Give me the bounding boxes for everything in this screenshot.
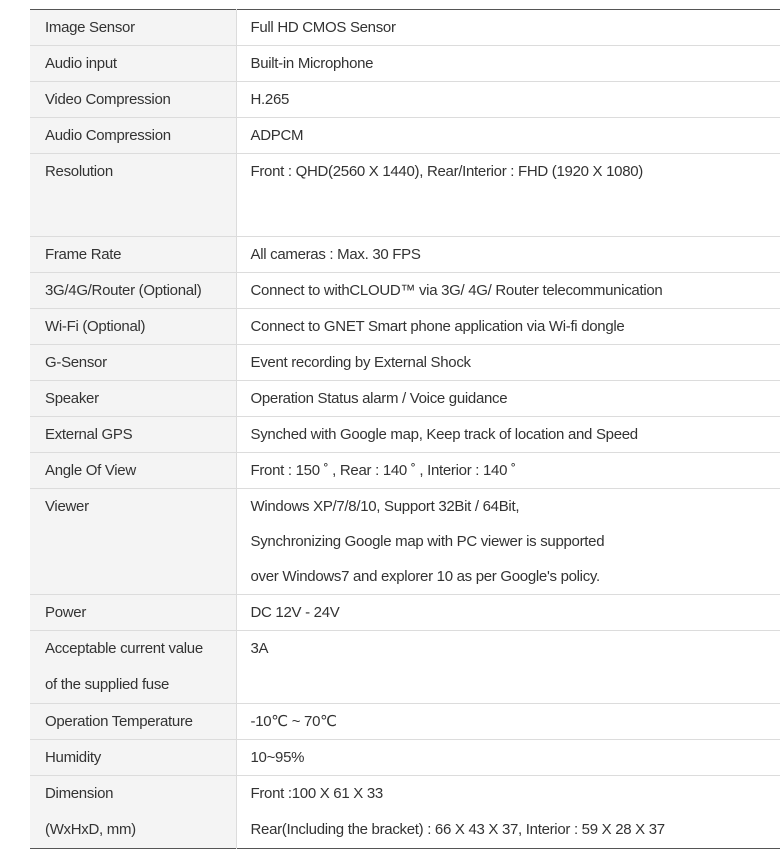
spec-label: Wi-Fi (Optional) xyxy=(45,318,146,335)
spec-value-cell xyxy=(236,237,780,273)
spec-label: Dimension xyxy=(45,785,114,802)
spec-label: Angle Of View xyxy=(45,462,136,479)
spec-row xyxy=(30,46,780,82)
spec-row xyxy=(30,631,780,704)
spec-row xyxy=(30,704,780,740)
spec-label: G-Sensor xyxy=(45,354,107,371)
spec-label-cell xyxy=(30,46,236,82)
spec-value: Full HD CMOS Sensor xyxy=(250,19,396,36)
spec-value-cell xyxy=(236,273,780,309)
spec-row xyxy=(30,10,780,46)
spec-table-body xyxy=(30,10,780,849)
spec-table xyxy=(30,9,780,849)
spec-label-cell xyxy=(30,154,236,237)
spec-label: Power xyxy=(45,604,87,621)
spec-value: Operation Status alarm / Voice guidance xyxy=(250,390,508,407)
spec-value-cell xyxy=(236,154,780,237)
spec-value: All cameras : Max. 30 FPS xyxy=(250,246,421,263)
spec-value: Synched with Google map, Keep track of location and Speed xyxy=(250,426,638,443)
spec-row xyxy=(30,595,780,631)
spec-value: DC 12V - 24V xyxy=(250,604,340,621)
spec-value-cell xyxy=(236,10,780,46)
spec-value: Front :100 X 61 X 33 xyxy=(250,785,383,802)
spec-label-cell xyxy=(30,704,236,740)
spec-label-cell xyxy=(30,776,236,849)
spec-value-cell xyxy=(236,309,780,345)
spec-label-cell xyxy=(30,273,236,309)
spec-label: Acceptable current value xyxy=(45,640,203,657)
spec-label: Operation Temperature xyxy=(45,713,193,730)
spec-value: ADPCM xyxy=(250,127,304,144)
spec-value-cell xyxy=(236,82,780,118)
spec-value: 10~95% xyxy=(250,749,305,766)
spec-label-cell xyxy=(30,417,236,453)
spec-label: Resolution xyxy=(45,163,113,180)
spec-value-cell xyxy=(236,740,780,776)
spec-value: Windows XP/7/8/10, Support 32Bit / 64Bit, xyxy=(250,498,520,515)
spec-value: Event recording by External Shock xyxy=(250,354,471,371)
spec-value-cell xyxy=(236,704,780,740)
spec-value: 3A xyxy=(250,640,269,657)
spec-value: Connect to withCLOUD™ via 3G/ 4G/ Router telecommunication xyxy=(250,282,663,299)
spec-label-cell xyxy=(30,381,236,417)
spec-label-cell xyxy=(30,595,236,631)
spec-value-cell xyxy=(236,453,780,489)
spec-label-cell xyxy=(30,82,236,118)
spec-value-cell xyxy=(236,776,780,849)
spec-value: Built-in Microphone xyxy=(250,55,374,72)
spec-label-cell xyxy=(30,118,236,154)
spec-label: Video Compression xyxy=(45,91,171,108)
spec-row xyxy=(30,381,780,417)
spec-label: Humidity xyxy=(45,749,101,766)
spec-row xyxy=(30,453,780,489)
spec-value: Connect to GNET Smart phone application via Wi-fi dongle xyxy=(250,318,625,335)
spec-value: -10℃ ~ 70℃ xyxy=(250,713,337,730)
spec-label-cell xyxy=(30,453,236,489)
spec-value-cell xyxy=(236,595,780,631)
spec-label-cell xyxy=(30,10,236,46)
spec-label-cell xyxy=(30,631,236,704)
spec-value-cell xyxy=(236,489,780,595)
spec-value: Front : QHD(2560 X 1440), Rear/Interior : FHD (1920 X 1080) xyxy=(250,163,643,180)
spec-label-cell xyxy=(30,740,236,776)
spec-label: Audio Compression xyxy=(45,127,171,144)
spec-value: Rear(Including the bracket) : 66 X 43 X 37, Interior : 59 X 28 X 37 xyxy=(250,821,665,838)
spec-label: Viewer xyxy=(45,498,89,515)
spec-row xyxy=(30,345,780,381)
spec-label: Speaker xyxy=(45,390,99,407)
spec-label: of the supplied fuse xyxy=(45,676,170,693)
spec-row xyxy=(30,82,780,118)
spec-row xyxy=(30,740,780,776)
spec-label-cell xyxy=(30,345,236,381)
spec-row xyxy=(30,489,780,595)
spec-value: H.265 xyxy=(250,91,290,108)
spec-value-cell xyxy=(236,118,780,154)
spec-label: Audio input xyxy=(45,55,117,72)
spec-row xyxy=(30,309,780,345)
spec-value-cell xyxy=(236,631,780,704)
spec-value: Front : 150 ˚ , Rear : 140 ˚ , Interior : 140 ˚ xyxy=(250,462,516,479)
spec-row xyxy=(30,776,780,849)
spec-row xyxy=(30,273,780,309)
spec-label: 3G/4G/Router (Optional) xyxy=(45,282,202,299)
spec-value-cell xyxy=(236,381,780,417)
spec-value-cell xyxy=(236,46,780,82)
spec-row xyxy=(30,118,780,154)
spec-value-cell xyxy=(236,417,780,453)
spec-label: Image Sensor xyxy=(45,19,135,36)
spec-value: Synchronizing Google map with PC viewer is supported xyxy=(250,533,605,550)
spec-label-cell xyxy=(30,489,236,595)
spec-value: over Windows7 and explorer 10 as per Google's policy. xyxy=(250,568,600,585)
spec-row xyxy=(30,154,780,237)
spec-label-cell xyxy=(30,309,236,345)
spec-value-cell xyxy=(236,345,780,381)
spec-label-cell xyxy=(30,237,236,273)
spec-label: Frame Rate xyxy=(45,246,122,263)
spec-row xyxy=(30,237,780,273)
spec-row xyxy=(30,417,780,453)
spec-label: External GPS xyxy=(45,426,133,443)
spec-label: (WxHxD, mm) xyxy=(45,821,136,838)
